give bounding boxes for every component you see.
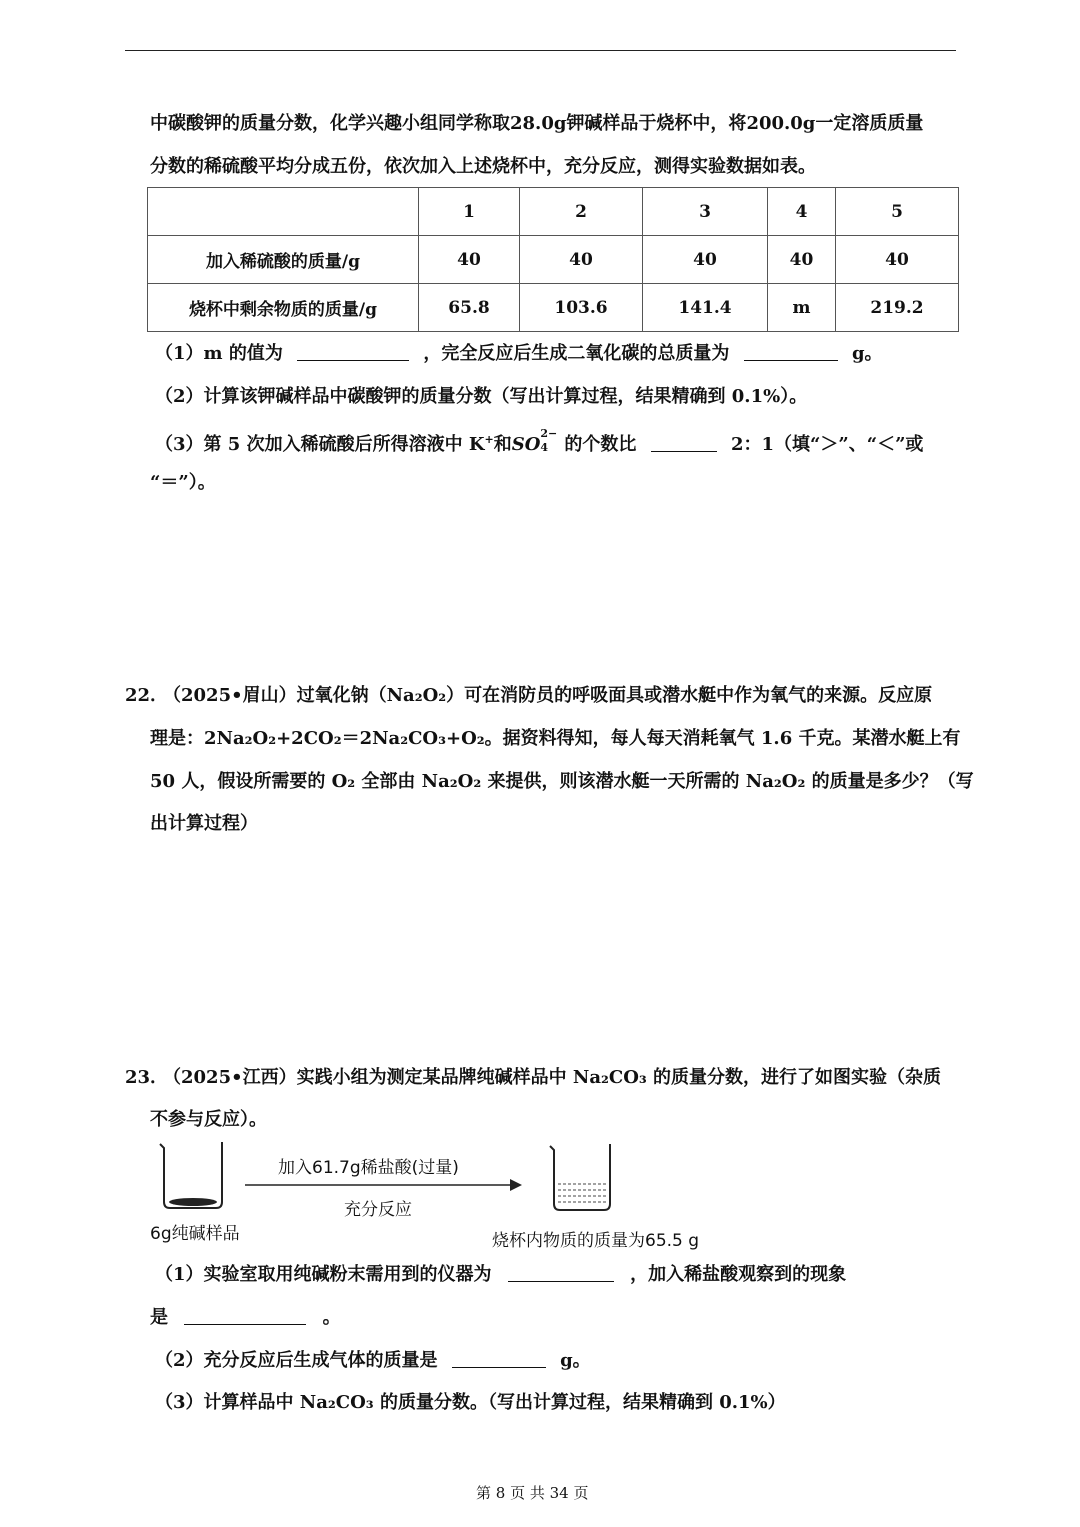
data-table bbox=[147, 187, 959, 332]
q21-part1: （1）m 的值为 ，完全反应后生成二氧化碳的总质量为 g。 bbox=[155, 343, 883, 364]
arrow-label-bottom: 充分反应 bbox=[344, 1200, 412, 1220]
table-header-row: 1 2 3 4 5 bbox=[148, 188, 959, 236]
q23-line1: （2025•江西）实践小组为测定某品牌纯碱样品中 Na₂CO₃ 的质量分数，进行了如图实验（杂质 bbox=[163, 1067, 942, 1088]
q22-line2: 理是：2Na₂O₂+2CO₂＝2Na₂CO₃+O₂。据资料得知，每人每天消耗氧气 1.6 千克。某潜水艇上有 bbox=[150, 728, 961, 749]
q21-intro-line2: 分数的稀硫酸平均分成五份，依次加入上述烧杯中，充分反应，测得实验数据如表。 bbox=[150, 156, 816, 177]
answer-blank[interactable] bbox=[452, 1349, 546, 1368]
q21-part2: （2）计算该钾碱样品中碳酸钾的质量分数（写出计算过程，结果精确到 0.1%）。 bbox=[155, 386, 808, 407]
q23-number: 23． bbox=[125, 1067, 169, 1088]
beaker-left-icon bbox=[160, 1142, 222, 1208]
table-row: 烧杯中剩余物质的质量/g 65.8 103.6 141.4 m 219.2 bbox=[148, 284, 959, 332]
q23-part1: （1）实验室取用纯碱粉末需用到的仪器为 ，加入稀盐酸观察到的现象 bbox=[155, 1264, 847, 1285]
answer-blank[interactable] bbox=[297, 342, 409, 361]
right-beaker-caption: 烧杯内物质的质量为65.5 g bbox=[492, 1231, 700, 1251]
answer-blank[interactable] bbox=[651, 433, 717, 452]
q23-part3: （3）计算样品中 Na₂CO₃ 的质量分数。（写出计算过程，结果精确到 0.1%） bbox=[155, 1392, 786, 1413]
q23-part2: （2）充分反应后生成气体的质量是 g。 bbox=[155, 1350, 591, 1371]
answer-blank[interactable] bbox=[744, 342, 838, 361]
beaker-right-icon bbox=[550, 1144, 610, 1210]
q21-part3: （3）第 5 次加入稀硫酸后所得溶液中 K+和SO 2− 4 的个数比 2：1（填“＞”、“＜”或 bbox=[155, 427, 924, 455]
q22-line4: 出计算过程） bbox=[150, 813, 258, 834]
header-rule bbox=[125, 50, 956, 51]
answer-blank[interactable] bbox=[184, 1306, 306, 1325]
q22-line3: 50 人，假设所需要的 O₂ 全部由 Na₂O₂ 来提供，则该潜水艇一天所需的 Na₂O₂ 的质量是多少？（写 bbox=[150, 771, 974, 792]
q21-part3-cont: “＝”）。 bbox=[150, 472, 216, 493]
left-beaker-caption: 6g纯碱样品 bbox=[150, 1224, 240, 1244]
q22-line1: （2025•眉山）过氧化钠（Na₂O₂）可在消防员的呼吸面具或潜水艇中作为氧气的来源。反应原 bbox=[163, 685, 933, 706]
page-number: 第 8 页 共 34 页 bbox=[476, 1484, 589, 1502]
q22-number: 22． bbox=[125, 685, 169, 706]
answer-blank[interactable] bbox=[508, 1263, 614, 1282]
q21-intro-line1: 中碳酸钾的质量分数，化学兴趣小组同学称取28.0g钾碱样品于烧杯中，将200.0g一定溶质质量 bbox=[150, 113, 924, 134]
q23-part1-cont: 是 。 bbox=[150, 1307, 341, 1328]
arrow-label-top: 加入61.7g稀盐酸(过量) bbox=[278, 1158, 459, 1178]
table-row: 加入稀硫酸的质量/g 40 40 40 40 40 bbox=[148, 236, 959, 284]
reaction-arrow bbox=[245, 1179, 522, 1191]
q23-line2: 不参与反应）。 bbox=[150, 1109, 267, 1130]
